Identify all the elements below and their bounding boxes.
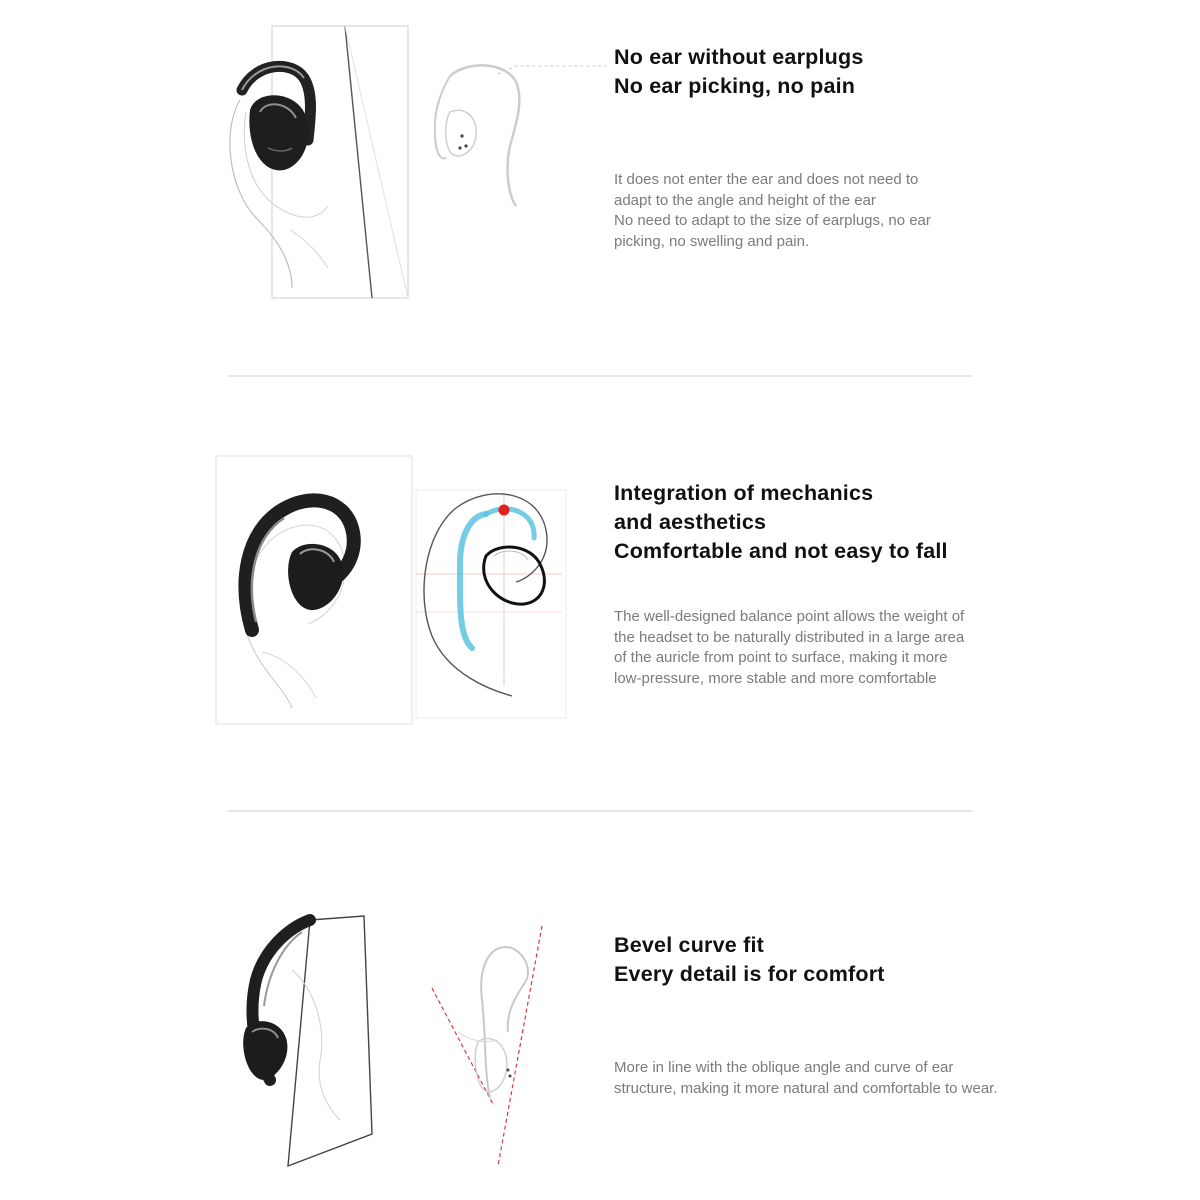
heading-line: No ear without earplugs (614, 45, 864, 69)
feature-heading (614, 479, 1054, 566)
feature-description (614, 607, 1054, 689)
heading-line: No ear picking, no pain (614, 74, 856, 98)
description-line: picking, no swelling and pain. (614, 232, 810, 250)
description-line: More in line with the oblique angle and curve of ear (614, 1059, 954, 1076)
description-line: adapt to the angle and height of the ear (614, 191, 876, 209)
description-line: No need to adapt to the size of earplugs, no ear (614, 212, 931, 229)
headset-side-sketch (420, 56, 610, 216)
description-line: structure, making it more natural and comfortable to wear. (614, 1079, 998, 1097)
description-line: low-pressure, more stable and more comfortable (614, 669, 937, 687)
heading-line: and aesthetics (614, 510, 767, 534)
description-line: the headset to be naturally distributed in a large area (614, 628, 965, 646)
feature-section-mechanics (0, 440, 1200, 780)
description-line: It does not enter the ear and does not need to (614, 171, 919, 188)
feature-section-bevel (0, 880, 1200, 1190)
section-divider (228, 375, 972, 377)
heading-line: Comfortable and not easy to fall (614, 539, 948, 563)
feature-description (614, 1058, 1054, 1099)
feature-text-mechanics (614, 479, 1054, 689)
feature-description (614, 170, 1054, 252)
balance-point-diagram (412, 486, 572, 722)
feature-section-no-earplugs (0, 0, 1200, 370)
description-line: of the auricle from point to surface, making it more (614, 649, 948, 666)
feature-heading (614, 931, 1054, 989)
section-divider (228, 810, 972, 812)
heading-line: Bevel curve fit (614, 933, 764, 957)
ear-hook-headset-illustration (212, 452, 417, 728)
feature-text-no-earplugs (614, 43, 1054, 252)
feature-heading (614, 43, 1054, 101)
description-line: The well-designed balance point allows the weight of (614, 608, 965, 625)
headset-behind-panel-illustration (230, 910, 390, 1170)
ear-with-headset-illustration (200, 20, 420, 310)
heading-line: Integration of mechanics (614, 481, 874, 505)
bevel-angle-diagram (428, 922, 552, 1168)
heading-line: Every detail is for comfort (614, 962, 885, 986)
feature-text-bevel (614, 931, 1054, 1099)
